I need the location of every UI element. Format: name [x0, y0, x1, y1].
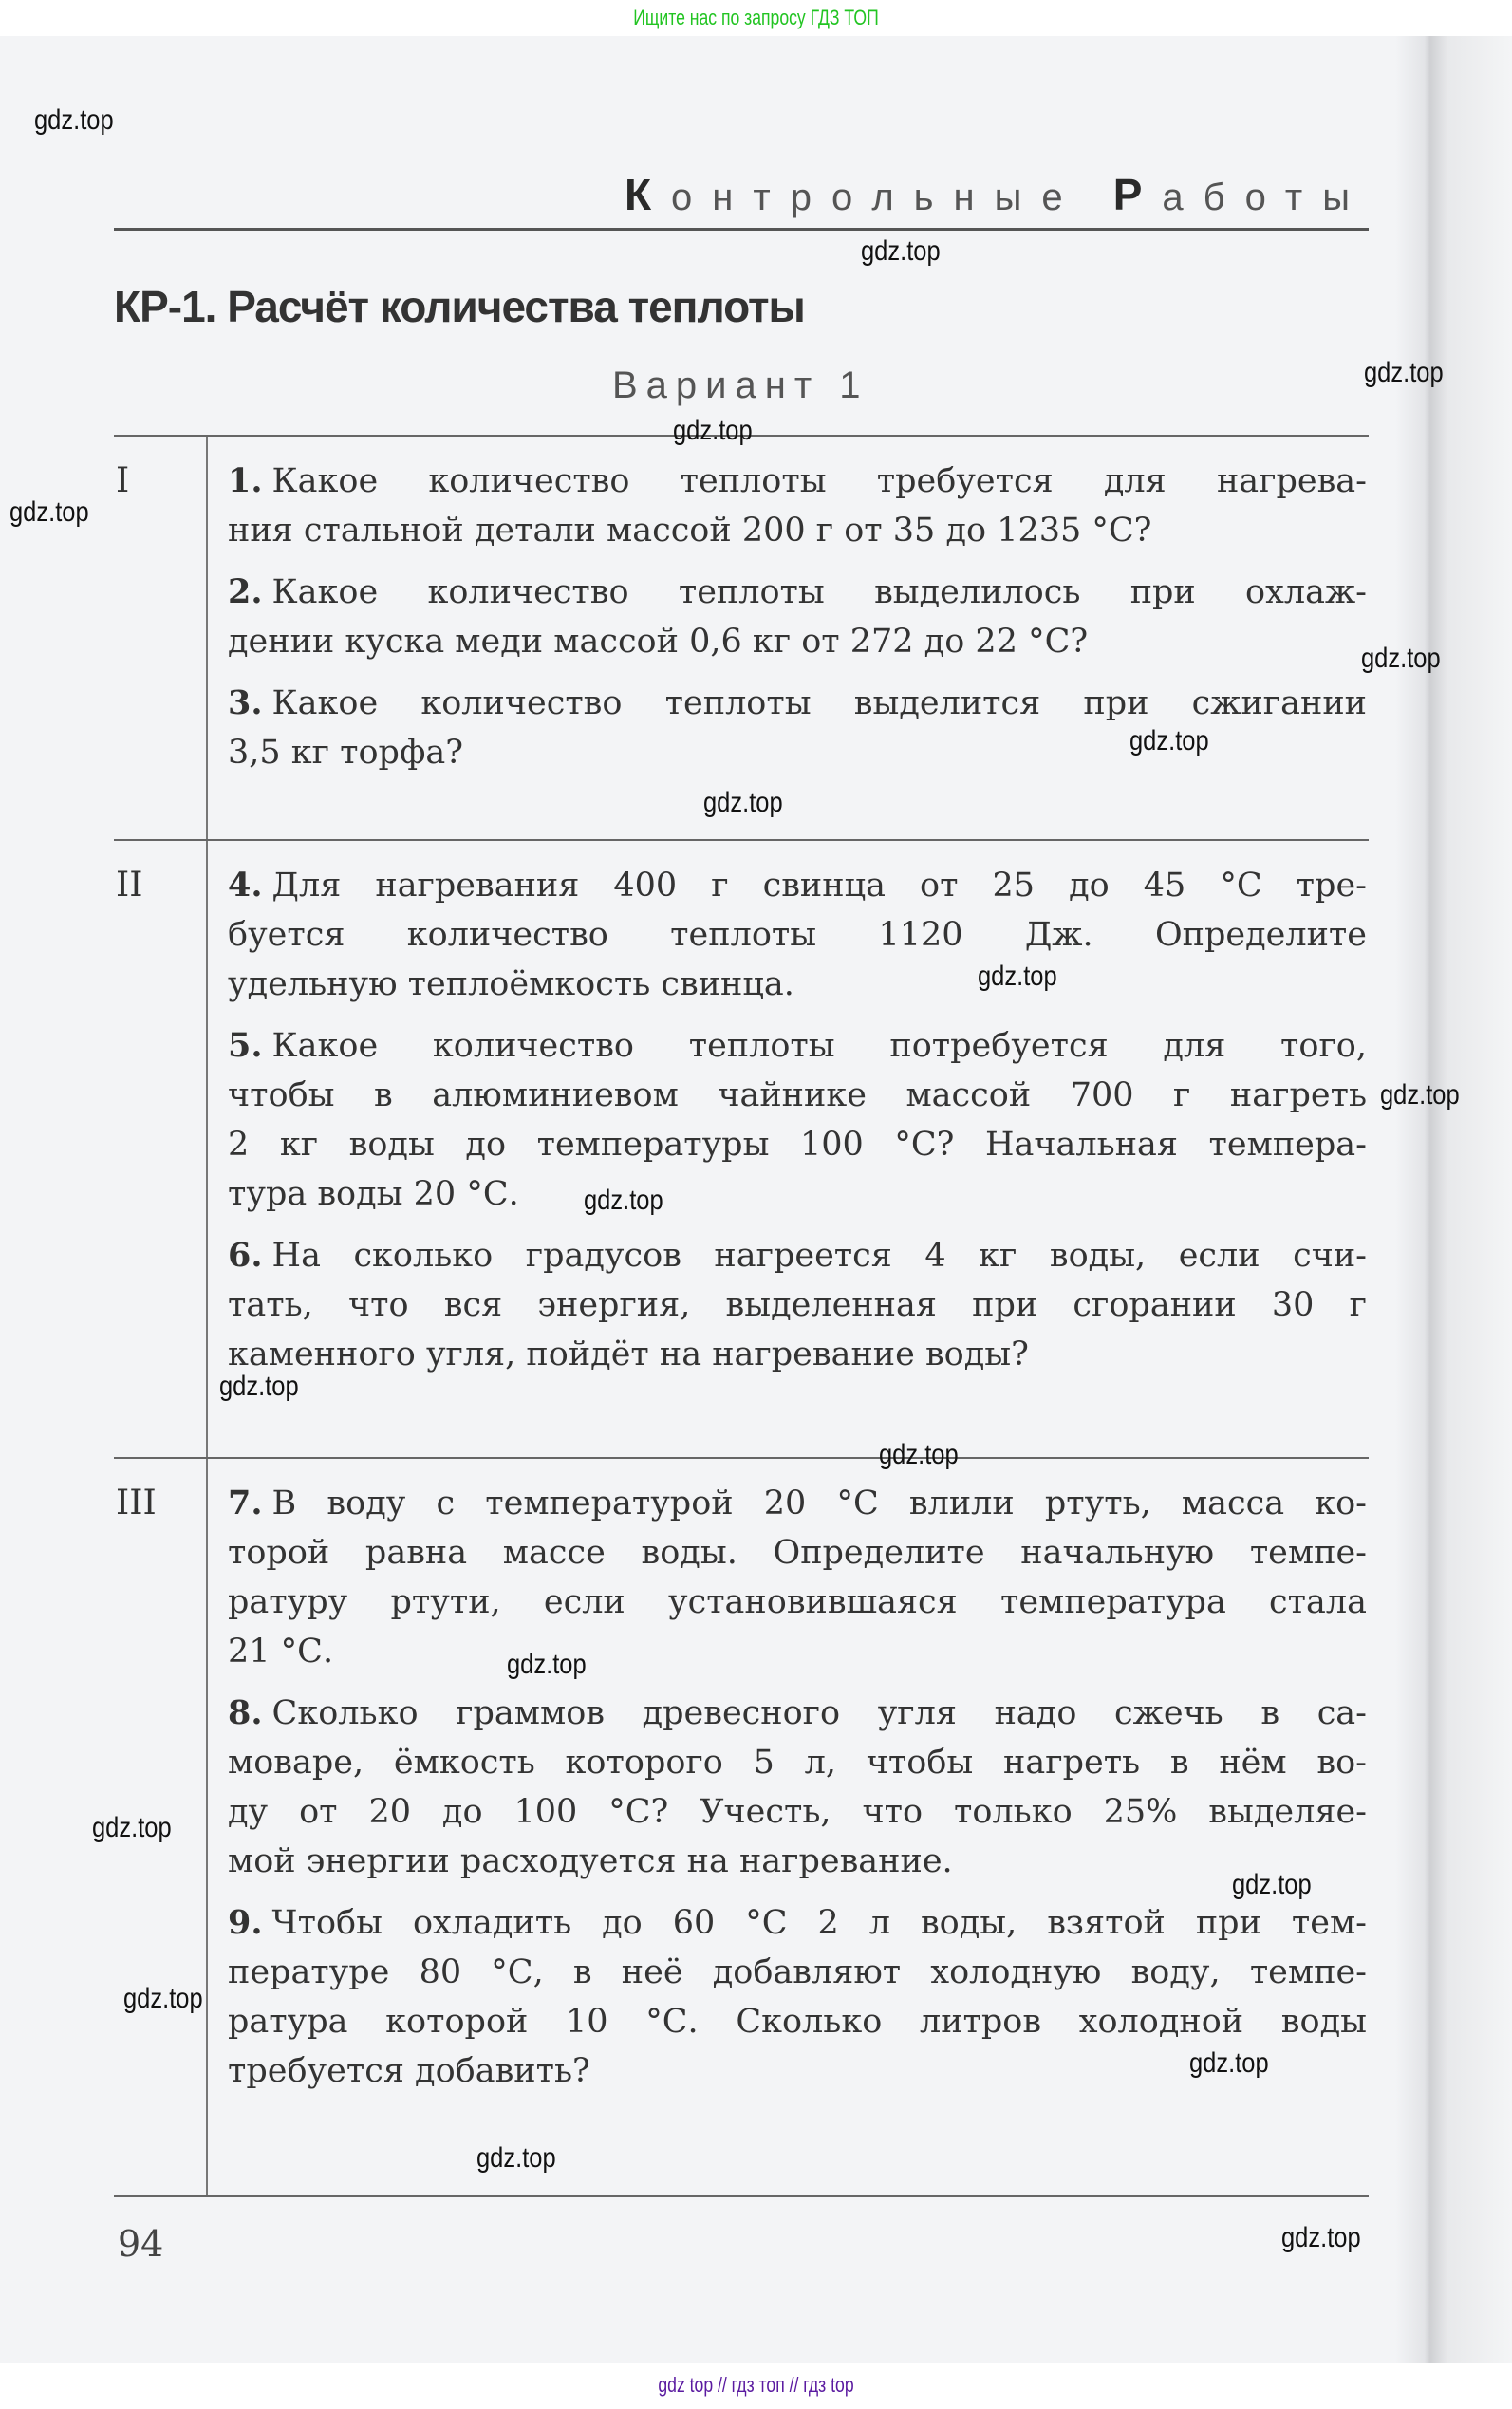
question-text: ния стальной детали массой 200 г от 35 до 1235 °С? [228, 512, 1152, 550]
question-text: ду от 20 до 100 °С? Учесть, что только 25% выделяе- [228, 1793, 1367, 1831]
question-text: моваре, ёмкость которого 5 л, чтобы нагреть в нём во- [228, 1744, 1367, 1782]
question-text: На сколько градусов нагреется 4 кг воды, если счи- [271, 1237, 1367, 1275]
watermark: gdz.top [507, 1649, 587, 1680]
column-divider [206, 1459, 208, 2195]
question-number: 5. [228, 1026, 263, 1065]
level-label: II [116, 866, 143, 905]
watermark: gdz.top [1129, 725, 1209, 756]
watermark: gdz.top [92, 1812, 172, 1843]
running-head-word: аботы [1162, 177, 1370, 218]
question-text: 3,5 кг торфа? [228, 734, 463, 772]
questions [228, 861, 1367, 1379]
question [228, 457, 1367, 555]
question-line [228, 1528, 1367, 1578]
question-line [228, 910, 1367, 960]
page-number: 94 [118, 2223, 164, 2265]
question-text: требуется добавить? [228, 2052, 590, 2090]
question [228, 568, 1367, 666]
question-line [228, 457, 1367, 506]
question-text: торой равна массе воды. Определите начальную темпе- [228, 1534, 1367, 1572]
question-line [228, 1280, 1367, 1330]
question-text: тура воды 20 °С. [228, 1175, 519, 1213]
question-text: Какое количество теплоты потребуется для того, [271, 1027, 1367, 1065]
question-line [228, 1479, 1367, 1528]
column-divider [206, 437, 208, 839]
question-line [228, 861, 1367, 910]
question-number: 3. [228, 683, 263, 722]
question-line [228, 1997, 1367, 2046]
question-line [228, 1578, 1367, 1627]
questions [228, 1479, 1367, 2096]
watermark: gdz.top [34, 104, 114, 136]
question-line [228, 1627, 1367, 1676]
question-text: Какое количество теплоты выделилось при охлаж- [271, 573, 1367, 611]
page-title: КР-1. Расчёт количества теплоты [114, 282, 805, 331]
question-text: ратура которой 10 °С. Сколько литров холодной воды [228, 2003, 1367, 2041]
question-number: 6. [228, 1236, 263, 1275]
question-text: Сколько граммов древесного угля надо сжечь в са- [271, 1694, 1367, 1732]
watermark: gdz.top [1361, 643, 1441, 674]
running-head-cap: Р [1112, 170, 1163, 219]
question-text: каменного угля, пойдёт на нагревание воды? [228, 1335, 1029, 1373]
question-line [228, 1738, 1367, 1787]
watermark: gdz.top [879, 1439, 959, 1470]
question-line [228, 1837, 1367, 1886]
question-number: 9. [228, 1903, 263, 1942]
question-line [228, 1948, 1367, 1997]
top-banner: Ищите нас по запросу ГДЗ ТОП [633, 6, 879, 29]
question-line [228, 1071, 1367, 1120]
question-line [228, 1898, 1367, 1948]
question [228, 861, 1367, 1009]
level-label: III [116, 1484, 157, 1522]
question-text: Чтобы охладить до 60 °С 2 л воды, взятой при тем- [271, 1904, 1367, 1942]
question-line [228, 1787, 1367, 1837]
question-number: 2. [228, 572, 263, 611]
question-text: тать, что вся энергия, выделенная при сгорании 30 г [228, 1286, 1367, 1324]
question-text: Для нагревания 400 г свинца от 25 до 45 °С тре- [271, 867, 1367, 905]
level-label: I [116, 461, 130, 500]
question-line [228, 1120, 1367, 1169]
watermark: gdz.top [1189, 2047, 1269, 2079]
watermark: gdz.top [9, 496, 89, 528]
question-text: чтобы в алюминиевом чайнике массой 700 г нагреть [228, 1076, 1367, 1114]
watermark: gdz.top [1232, 1869, 1312, 1900]
question-text: пературе 80 °С, в неё добавляют холодную воду, темпе- [228, 1953, 1367, 1991]
watermark: gdz.top [584, 1185, 663, 1216]
question-line [228, 1021, 1367, 1071]
question-line [228, 506, 1367, 555]
watermark: gdz.top [978, 961, 1057, 992]
question-number: 1. [228, 461, 263, 500]
question-text: 2 кг воды до температуры 100 °С? Начальная темпера- [228, 1126, 1367, 1164]
question-text: дении куска меди массой 0,6 кг от 272 до 22 °С? [228, 623, 1089, 661]
question-line [228, 1231, 1367, 1280]
header-rule [114, 228, 1369, 231]
question-text: В воду с температурой 20 °С влили ртуть, масса ко- [271, 1485, 1367, 1522]
question-line [228, 1330, 1367, 1379]
question-line [228, 1689, 1367, 1738]
running-head-word: онтрольные [671, 177, 1083, 218]
question-text: буется количество теплоты 1120 Дж. Определите [228, 916, 1367, 954]
problems-table [114, 435, 1369, 2197]
watermark: gdz.top [123, 1983, 203, 2014]
question [228, 1689, 1367, 1886]
watermark: gdz.top [219, 1371, 299, 1402]
watermark: gdz.top [673, 415, 753, 446]
running-head [625, 169, 1370, 220]
question-number: 4. [228, 866, 263, 905]
question-text: Какое количество теплоты выделится при сжигании [271, 684, 1367, 722]
watermark: gdz.top [703, 787, 783, 818]
watermark: gdz.top [1281, 2222, 1361, 2253]
watermark: gdz.top [476, 2142, 556, 2174]
question [228, 1021, 1367, 1219]
table-row [114, 435, 1369, 839]
bottom-banner: gdz top // гдз топ // гдз top [658, 2373, 854, 2397]
running-head-cap: К [624, 170, 672, 219]
question [228, 1231, 1367, 1379]
watermark: gdz.top [1380, 1079, 1460, 1111]
question-line [228, 679, 1367, 728]
question-text: Какое количество теплоты требуется для нагрева- [271, 462, 1367, 500]
question-line [228, 1169, 1367, 1219]
question-text: ратуру ртути, если установившаяся температура стала [228, 1583, 1367, 1621]
question [228, 1479, 1367, 1676]
question-line [228, 960, 1367, 1009]
question-line [228, 568, 1367, 617]
table-row [114, 1457, 1369, 2197]
table-row [114, 839, 1369, 1457]
question-number: 8. [228, 1693, 263, 1732]
watermark: gdz.top [861, 235, 941, 267]
question-line [228, 617, 1367, 666]
variant-heading: Вариант 1 [612, 364, 869, 406]
question-number: 7. [228, 1484, 263, 1522]
question-text: 21 °С. [228, 1633, 334, 1671]
question-text: удельную теплоёмкость свинца. [228, 965, 794, 1003]
watermark: gdz.top [1364, 357, 1444, 388]
column-divider [206, 841, 208, 1457]
question-text: мой энергии расходуется на нагревание. [228, 1842, 953, 1880]
